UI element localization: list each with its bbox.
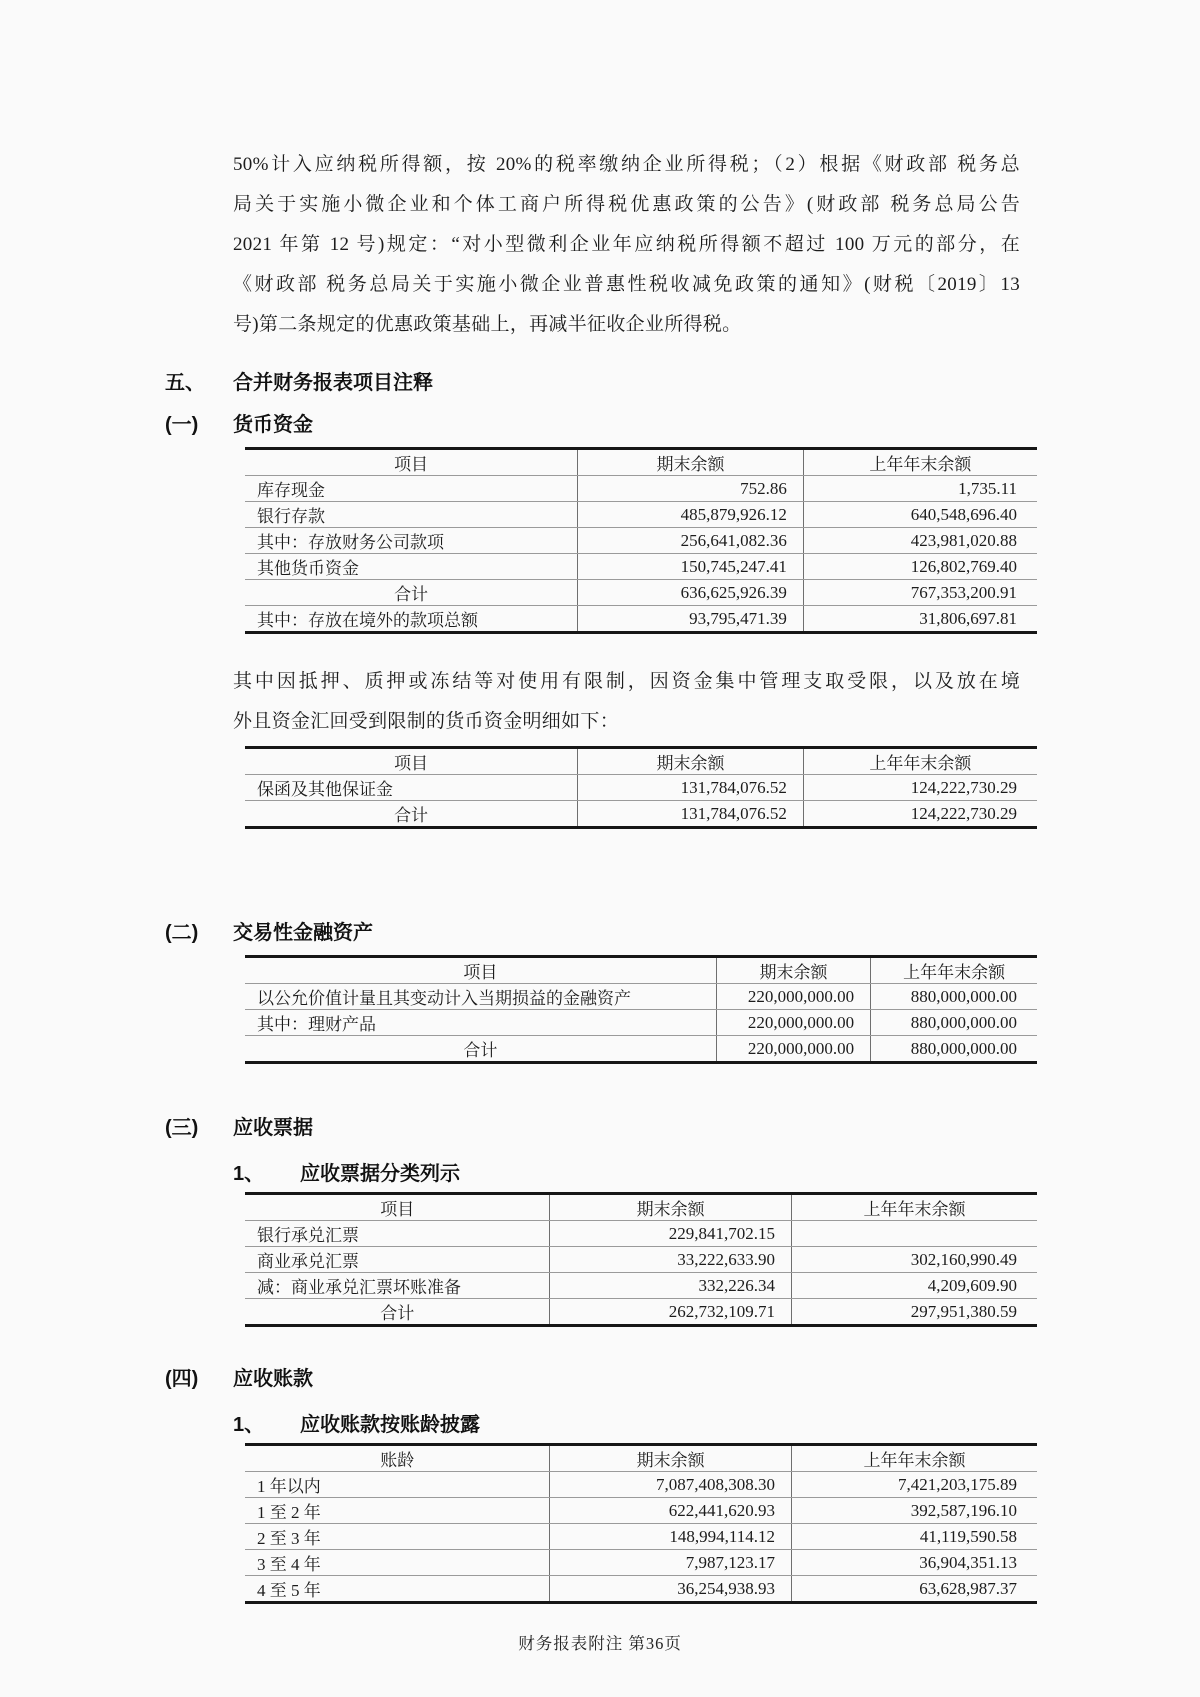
prior-year-value: 302,160,990.49 bbox=[791, 1247, 1037, 1273]
current-period-value: 148,994,114.12 bbox=[550, 1524, 792, 1550]
notes-receivable-table bbox=[245, 1192, 1037, 1327]
list-title: 应收票据分类列示 bbox=[300, 1163, 460, 1185]
table-header-row bbox=[245, 1194, 1037, 1221]
table-row bbox=[245, 1576, 1037, 1603]
subsection-title: 货币资金 bbox=[233, 414, 313, 436]
column-header: 上年年末余额 bbox=[791, 1445, 1037, 1472]
subsection-title: 应收账款 bbox=[233, 1368, 313, 1390]
table-row bbox=[245, 528, 1037, 554]
restricted-funds-table bbox=[245, 746, 1037, 829]
current-period-value: 622,441,620.93 bbox=[550, 1498, 792, 1524]
subsection-title: 交易性金融资产 bbox=[233, 922, 373, 944]
table-row bbox=[245, 1273, 1037, 1299]
row-label: 其中：存放财务公司款项 bbox=[245, 528, 578, 554]
subsection-heading-monetary-funds bbox=[165, 411, 1200, 439]
prior-year-value: 767,353,200.91 bbox=[803, 580, 1037, 606]
current-period-value: 131,784,076.52 bbox=[578, 801, 804, 828]
prior-year-value bbox=[791, 1221, 1037, 1247]
prior-year-value: 4,209,609.90 bbox=[791, 1273, 1037, 1299]
column-header: 项目 bbox=[245, 957, 716, 984]
table-row bbox=[245, 476, 1037, 502]
prior-year-value: 423,981,020.88 bbox=[803, 528, 1037, 554]
column-header: 上年年末余额 bbox=[871, 957, 1037, 984]
current-period-value: 636,625,926.39 bbox=[578, 580, 804, 606]
paragraph-line: 局关于实施小微企业和个体工商户所得税优惠政策的公告》(财政部 税务总局公告 bbox=[233, 194, 1020, 215]
page-footer: 财务报表附注 第36页 bbox=[518, 1634, 682, 1653]
table-row bbox=[245, 554, 1037, 580]
subsection-number: (四) bbox=[165, 1368, 199, 1390]
prior-year-value: 31,806,697.81 bbox=[803, 606, 1037, 633]
section-title: 合并财务报表项目注释 bbox=[233, 372, 433, 394]
current-period-value: 131,784,076.52 bbox=[578, 775, 804, 801]
row-label: 保函及其他保证金 bbox=[245, 775, 578, 801]
current-period-value: 332,226.34 bbox=[550, 1273, 792, 1299]
prior-year-value: 124,222,730.29 bbox=[803, 801, 1037, 828]
current-period-value: 7,987,123.17 bbox=[550, 1550, 792, 1576]
table-header-row bbox=[245, 748, 1037, 775]
section-number: 五、 bbox=[165, 372, 205, 394]
paragraph-line: 《财政部 税务总局关于实施小微企业普惠性税收减免政策的通知》(财税〔2019〕13 bbox=[233, 274, 1020, 295]
table-row bbox=[245, 1036, 1037, 1063]
row-label: 银行存款 bbox=[245, 502, 578, 528]
column-header: 上年年末余额 bbox=[803, 449, 1037, 476]
prior-year-value: 41,119,590.58 bbox=[791, 1524, 1037, 1550]
row-label: 2 至 3 年 bbox=[245, 1524, 550, 1550]
subsection-number: (一) bbox=[165, 414, 199, 436]
prior-year-value: 126,802,769.40 bbox=[803, 554, 1037, 580]
row-label: 合计 bbox=[245, 1036, 716, 1063]
paragraph-line: 其中因抵押、质押或冻结等对使用有限制，因资金集中管理支取受限，以及放在境 bbox=[233, 671, 1020, 692]
table-row bbox=[245, 1247, 1037, 1273]
column-header: 项目 bbox=[245, 449, 578, 476]
subsection-number: (三) bbox=[165, 1117, 199, 1139]
column-header: 期末余额 bbox=[578, 748, 804, 775]
paragraph-line: 号)第二条规定的优惠政策基础上，再减半征收企业所得税。 bbox=[233, 314, 742, 335]
tax-policy-paragraph bbox=[233, 145, 1020, 345]
current-period-value: 220,000,000.00 bbox=[716, 984, 870, 1010]
prior-year-value: 880,000,000.00 bbox=[871, 984, 1037, 1010]
table-row bbox=[245, 580, 1037, 606]
row-label: 其中：理财产品 bbox=[245, 1010, 716, 1036]
table-header-row bbox=[245, 957, 1037, 984]
monetary-funds-table bbox=[245, 447, 1037, 634]
row-label: 4 至 5 年 bbox=[245, 1576, 550, 1603]
table-row bbox=[245, 1498, 1037, 1524]
row-label: 银行承兑汇票 bbox=[245, 1221, 550, 1247]
current-period-value: 262,732,109.71 bbox=[550, 1299, 792, 1326]
table-row bbox=[245, 1472, 1037, 1498]
column-header: 项目 bbox=[245, 1194, 550, 1221]
row-label: 合计 bbox=[245, 580, 578, 606]
current-period-value: 7,087,408,308.30 bbox=[550, 1472, 792, 1498]
paragraph-line: 外且资金汇回受到限制的货币资金明细如下： bbox=[233, 711, 620, 732]
table-row bbox=[245, 1221, 1037, 1247]
list-number: 1、 bbox=[233, 1414, 265, 1436]
section-heading-notes bbox=[165, 369, 1200, 397]
column-header: 期末余额 bbox=[550, 1194, 792, 1221]
table-row bbox=[245, 1550, 1037, 1576]
table-header-row bbox=[245, 449, 1037, 476]
sub-subsection-heading-notes-classification bbox=[233, 1160, 1200, 1188]
row-label: 1 年以内 bbox=[245, 1472, 550, 1498]
prior-year-value: 392,587,196.10 bbox=[791, 1498, 1037, 1524]
prior-year-value: 7,421,203,175.89 bbox=[791, 1472, 1037, 1498]
accounts-receivable-aging-table bbox=[245, 1443, 1037, 1604]
current-period-value: 93,795,471.39 bbox=[578, 606, 804, 633]
subsection-heading-notes-receivable bbox=[165, 1114, 1200, 1142]
table-row bbox=[245, 984, 1037, 1010]
table-row bbox=[245, 606, 1037, 633]
sub-subsection-heading-aging-disclosure bbox=[233, 1411, 1200, 1439]
column-header: 期末余额 bbox=[716, 957, 870, 984]
column-header: 期末余额 bbox=[578, 449, 804, 476]
prior-year-value: 640,548,696.40 bbox=[803, 502, 1037, 528]
row-label: 合计 bbox=[245, 801, 578, 828]
list-number: 1、 bbox=[233, 1163, 265, 1185]
row-label: 商业承兑汇票 bbox=[245, 1247, 550, 1273]
column-header: 上年年末余额 bbox=[791, 1194, 1037, 1221]
row-label: 以公允价值计量且其变动计入当期损益的金融资产 bbox=[245, 984, 716, 1010]
table-row bbox=[245, 801, 1037, 828]
table-row bbox=[245, 502, 1037, 528]
list-title: 应收账款按账龄披露 bbox=[300, 1414, 480, 1436]
prior-year-value: 297,951,380.59 bbox=[791, 1299, 1037, 1326]
subsection-number: (二) bbox=[165, 922, 199, 944]
paragraph-line: 50%计入应纳税所得额，按 20%的税率缴纳企业所得税；（2）根据《财政部 税务总 bbox=[233, 154, 1020, 175]
table-row bbox=[245, 1299, 1037, 1326]
column-header: 期末余额 bbox=[550, 1445, 792, 1472]
prior-year-value: 124,222,730.29 bbox=[803, 775, 1037, 801]
prior-year-value: 880,000,000.00 bbox=[871, 1010, 1037, 1036]
current-period-value: 229,841,702.15 bbox=[550, 1221, 792, 1247]
current-period-value: 150,745,247.41 bbox=[578, 554, 804, 580]
column-header: 账龄 bbox=[245, 1445, 550, 1472]
row-label: 合计 bbox=[245, 1299, 550, 1326]
current-period-value: 33,222,633.90 bbox=[550, 1247, 792, 1273]
prior-year-value: 36,904,351.13 bbox=[791, 1550, 1037, 1576]
paragraph-line: 2021 年第 12 号)规定：“对小型微利企业年应纳税所得额不超过 100 万元的部分，在 bbox=[233, 234, 1020, 255]
row-label: 3 至 4 年 bbox=[245, 1550, 550, 1576]
subsection-heading-accounts-receivable bbox=[165, 1365, 1200, 1393]
prior-year-value: 1,735.11 bbox=[803, 476, 1037, 502]
table-row bbox=[245, 1010, 1037, 1036]
row-label: 其他货币资金 bbox=[245, 554, 578, 580]
table-row bbox=[245, 1524, 1037, 1550]
current-period-value: 220,000,000.00 bbox=[716, 1036, 870, 1063]
trading-financial-assets-table bbox=[245, 955, 1037, 1064]
row-label: 其中：存放在境外的款项总额 bbox=[245, 606, 578, 633]
row-label: 库存现金 bbox=[245, 476, 578, 502]
row-label: 减：商业承兑汇票坏账准备 bbox=[245, 1273, 550, 1299]
current-period-value: 36,254,938.93 bbox=[550, 1576, 792, 1603]
row-label: 1 至 2 年 bbox=[245, 1498, 550, 1524]
subsection-title: 应收票据 bbox=[233, 1117, 313, 1139]
prior-year-value: 63,628,987.37 bbox=[791, 1576, 1037, 1603]
column-header: 上年年末余额 bbox=[803, 748, 1037, 775]
current-period-value: 485,879,926.12 bbox=[578, 502, 804, 528]
current-period-value: 752.86 bbox=[578, 476, 804, 502]
prior-year-value: 880,000,000.00 bbox=[871, 1036, 1037, 1063]
current-period-value: 220,000,000.00 bbox=[716, 1010, 870, 1036]
table-header-row bbox=[245, 1445, 1037, 1472]
table-row bbox=[245, 775, 1037, 801]
subsection-heading-trading-financial-assets bbox=[165, 919, 1200, 947]
restricted-funds-paragraph bbox=[233, 662, 1020, 742]
current-period-value: 256,641,082.36 bbox=[578, 528, 804, 554]
column-header: 项目 bbox=[245, 748, 578, 775]
